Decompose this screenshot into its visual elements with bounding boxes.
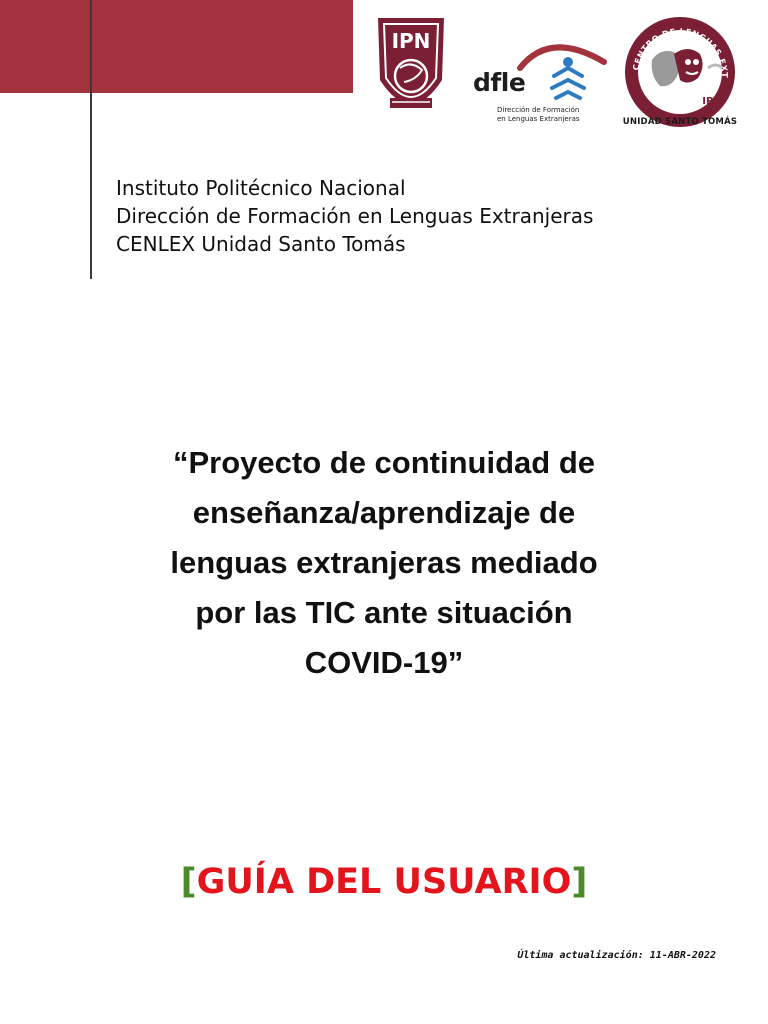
dfle-arc-icon: [520, 47, 604, 68]
title-line: COVID-19”: [304, 645, 464, 680]
document-title: [84, 438, 684, 688]
institution-department: Dirección de Formación en Lenguas Extranjeras: [116, 204, 594, 228]
title-line: por las TIC ante situación: [195, 595, 573, 630]
title-line: lenguas extranjeras mediado: [170, 545, 598, 580]
ipn-seal-text: IPN: [391, 29, 431, 53]
last-updated-note: Última actualización: 11-ABR-2022: [517, 950, 716, 961]
dfle-figure-icon: [552, 57, 584, 98]
cenlex-ring-text: CENTRO DE LENGUAS EXT: [631, 26, 730, 79]
user-guide-heading: [84, 862, 684, 902]
open-bracket: [: [180, 862, 197, 902]
institution-unit: CENLEX Unidad Santo Tomás: [116, 232, 406, 256]
title-line: enseñanza/aprendizaje de: [192, 495, 576, 530]
title-line: “Proyecto de continuidad de: [173, 445, 595, 480]
dfle-subtitle-line: en Lenguas Extranjeras: [497, 115, 580, 123]
logos-row: [0, 0, 768, 140]
user-guide-text: GUÍA DEL USUARIO: [196, 862, 572, 902]
institution-block: [116, 174, 593, 258]
close-bracket: ]: [571, 862, 588, 902]
dfle-wordmark: dfle: [473, 68, 526, 97]
ipn-seal-icon: [370, 10, 452, 128]
dfle-subtitle-line: Dirección de Formación: [497, 106, 580, 114]
institution-name: Instituto Politécnico Nacional: [116, 176, 406, 200]
dfle-logo: [470, 38, 610, 122]
dfle-subtitle: [497, 106, 580, 124]
cenlex-caption: UNIDAD SANTO TOMÁS: [622, 117, 738, 127]
cenlex-inner-text: IPN: [702, 96, 722, 107]
cenlex-seal-icon: [622, 14, 738, 130]
